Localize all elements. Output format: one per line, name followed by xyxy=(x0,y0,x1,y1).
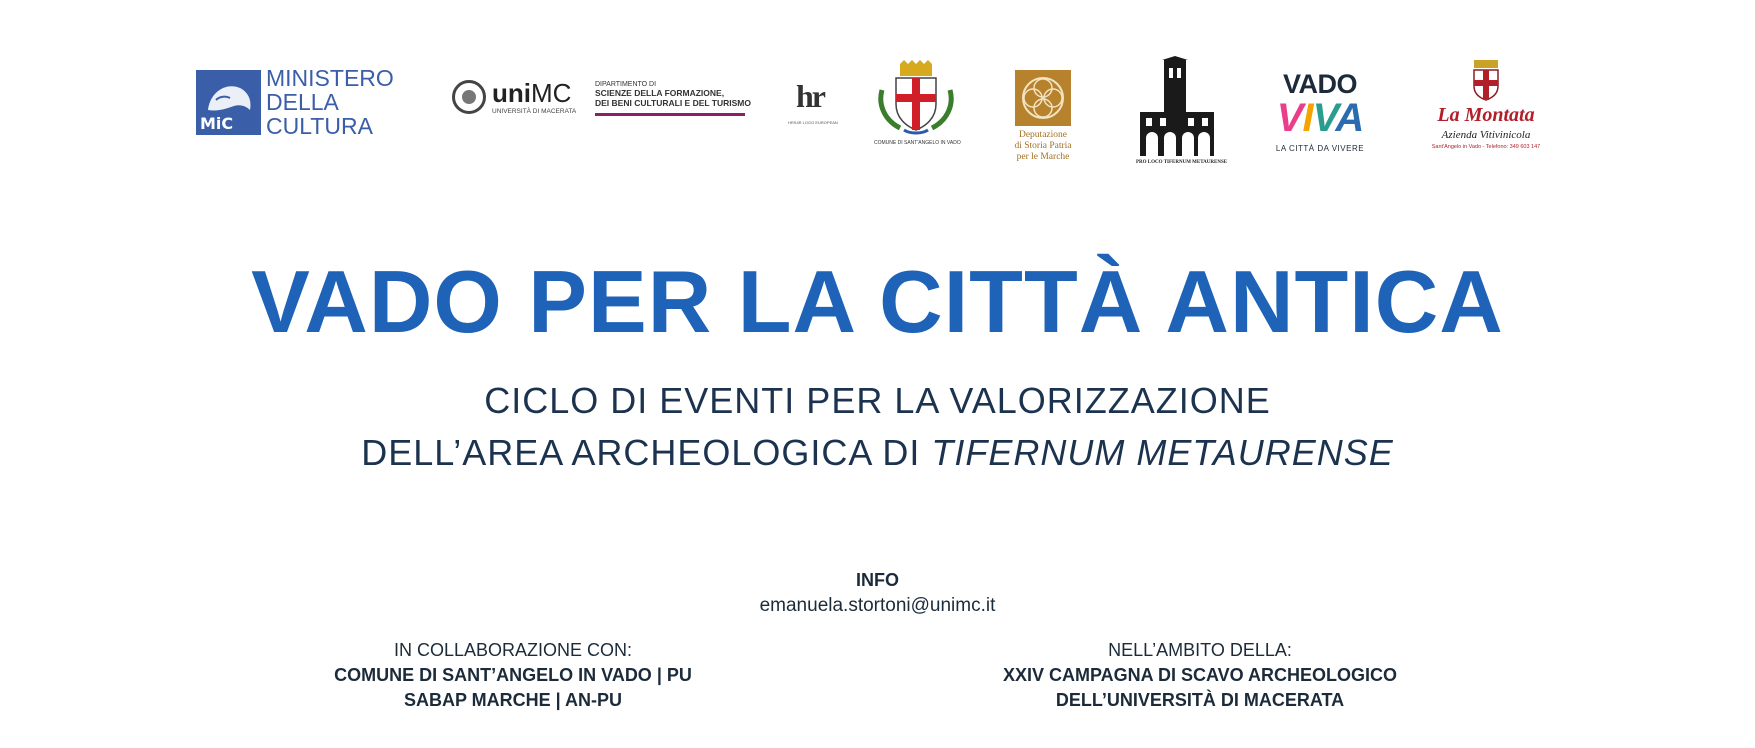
dept-underline xyxy=(595,113,745,116)
collaboration-line-1: COMUNE DI SANT’ANGELO IN VADO | PU xyxy=(334,665,692,685)
dept-line-1: SCIENZE DELLA FORMAZIONE, xyxy=(595,88,725,98)
dept-line-2: DEI BENI CULTURALI E DEL TURISMO xyxy=(595,98,751,108)
tower-icon xyxy=(1136,56,1218,158)
viva-letter-v2: V xyxy=(1312,96,1336,140)
comune-caption: COMUNE DI SANT'ANGELO IN VADO xyxy=(874,140,961,146)
deputazione-caption xyxy=(1000,130,1086,163)
subtitle-line-2 xyxy=(0,432,1755,474)
mic-square-text: MiC xyxy=(200,114,234,133)
deputazione-logo xyxy=(1000,68,1086,168)
pro-loco-logo xyxy=(1136,56,1228,170)
unimc-wordmark xyxy=(492,78,571,109)
comune-coat-of-arms-icon xyxy=(874,60,958,140)
vado-viva-word xyxy=(1270,98,1370,138)
comune-logo xyxy=(874,60,961,152)
mic-line-2: DELLA xyxy=(266,89,339,115)
unimc-subtitle: UNIVERSITÀ DI MACERATA xyxy=(492,108,577,115)
vado-viva-top: VADO xyxy=(1282,69,1357,99)
collaboration-line-2: SABAP MARCHE | AN-PU xyxy=(403,690,623,710)
subtitle-line-2-italic: TIFERNUM METAURENSE xyxy=(931,432,1394,473)
collaboration-label: IN COLLABORAZIONE CON: xyxy=(393,640,633,660)
vado-viva-logo xyxy=(1270,70,1370,166)
page-title: VADO PER LA CITTÀ ANTICA xyxy=(251,252,1504,351)
viva-letter-v1: V xyxy=(1276,96,1303,140)
deputazione-line-2: di Storia Patria xyxy=(1014,141,1072,151)
viva-letter-i: I xyxy=(1302,96,1313,140)
info-label: INFO xyxy=(856,570,899,590)
subtitle-line-2-plain: DELL’AREA ARCHEOLOGICA DI xyxy=(361,432,932,473)
montata-caption: Sant'Angelo in Vado - Telefono: 349 603 147 xyxy=(1431,144,1541,150)
deputazione-line-3: per le Marche xyxy=(1016,152,1070,162)
unimc-seal-icon xyxy=(452,80,486,114)
hr-caption: HRS4R LOGO EUROPEAN xyxy=(788,120,838,125)
subtitle-line-1: CICLO DI EVENTI PER LA VALORIZZAZIONE xyxy=(484,380,1271,421)
montata-subtitle: Azienda Vitivinicola xyxy=(1441,129,1531,141)
unimc-logo xyxy=(452,76,752,126)
la-montata-logo xyxy=(1418,60,1554,158)
unimc-word-bold: uni xyxy=(492,78,531,108)
ministero-cultura-logo xyxy=(196,66,402,140)
tower-caption: PRO LOCO TIFERNUM METAURENSE xyxy=(1136,160,1228,165)
unimc-department xyxy=(595,81,751,108)
mic-line-1: MINISTERO xyxy=(266,65,394,91)
context-label: NELL’AMBITO DELLA: xyxy=(1108,640,1292,660)
vado-viva-caption: LA CITTÀ DA VIVERE xyxy=(1275,144,1365,153)
info-email-link[interactable]: emanuela.stortoni@unimc.it xyxy=(759,595,996,616)
mic-wordmark xyxy=(266,66,394,138)
hr-excellence-logo xyxy=(788,78,840,128)
context-line-2: DELL’UNIVERSITÀ DI MACERATA xyxy=(1055,690,1345,710)
deputazione-emblem-icon xyxy=(1015,70,1071,126)
hr-word: hr xyxy=(796,78,824,114)
mic-emblem xyxy=(196,70,261,135)
context-block xyxy=(900,638,1500,713)
context-line-1: XXIV CAMPAGNA DI SCAVO ARCHEOLOGICO xyxy=(1002,665,1398,685)
collaboration-block xyxy=(213,638,813,713)
mic-line-3: CULTURA xyxy=(266,113,373,139)
unimc-word-rest: MC xyxy=(531,78,572,108)
deputazione-line-1: Deputazione xyxy=(1018,130,1067,140)
viva-letter-a: A xyxy=(1335,96,1364,140)
dept-small: DIPARTIMENTO DI xyxy=(595,81,657,88)
montata-crest-icon xyxy=(1418,60,1554,104)
montata-title: La Montata xyxy=(1437,104,1535,126)
